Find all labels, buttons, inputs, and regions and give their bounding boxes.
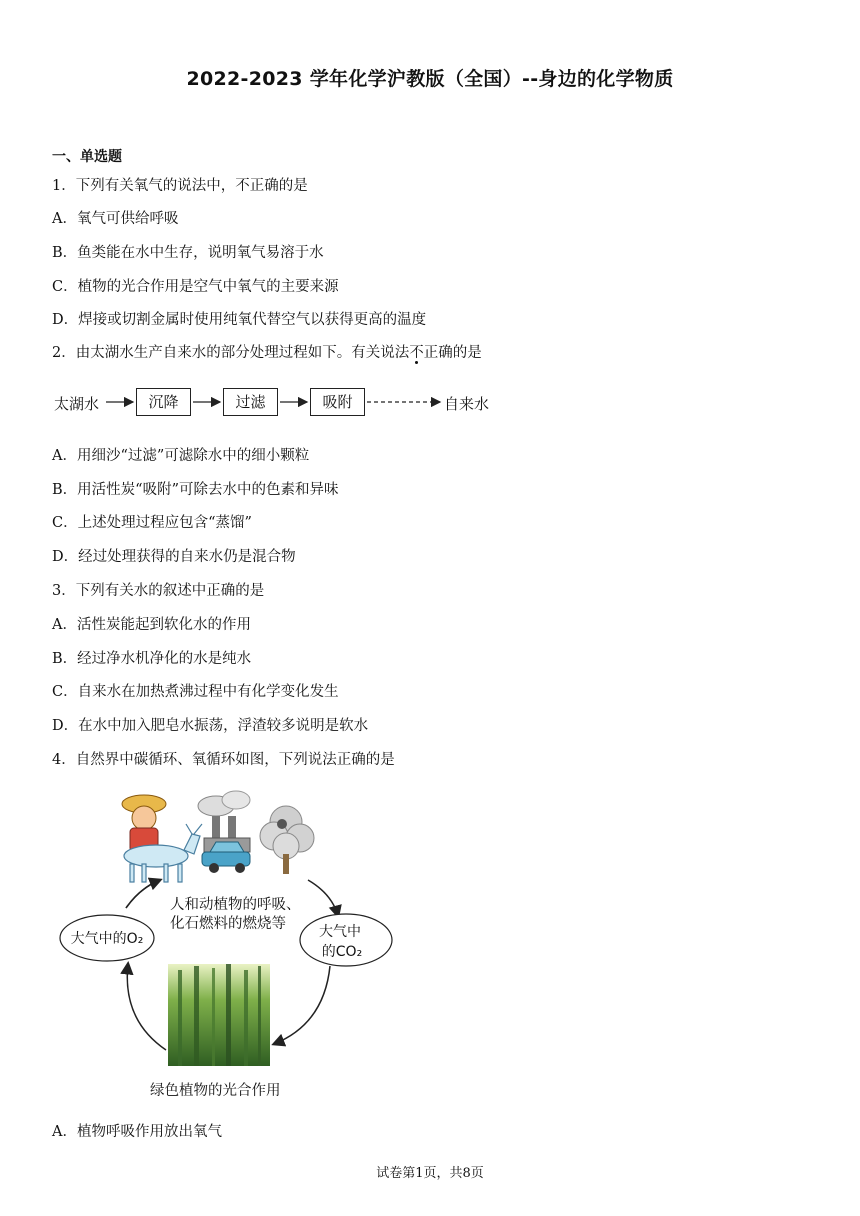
question-2-option-b: B．用活性炭“吸附”可除去水中的色素和异味 xyxy=(52,482,339,498)
question-2-stem-pre: 2．由太湖水生产自来水的部分处理过程如下。有关说法 xyxy=(52,345,410,361)
water-treatment-flowchart xyxy=(54,385,514,421)
question-3-option-a: A．活性炭能起到软化水的作用 xyxy=(52,617,251,633)
atmospheric-o2-label: 大气中的O₂ xyxy=(70,931,144,947)
page-footer: 试卷第1页，共8页 xyxy=(376,1166,484,1181)
flow-end-label: 自来水 xyxy=(444,395,490,413)
flow-step-settling: 沉降 xyxy=(136,388,191,416)
diagram-top-caption-line1: 人和动植物的呼吸、 xyxy=(170,897,301,913)
question-3-option-c: C．自来水在加热煮沸过程中有化学变化发生 xyxy=(52,684,339,700)
question-1-option-b: B．鱼类能在水中生存，说明氧气易溶于水 xyxy=(52,245,324,261)
arrow-co2-to-plants xyxy=(274,966,330,1044)
question-3-option-d: D．在水中加入肥皂水振荡，浮渣较多说明是软水 xyxy=(52,718,369,734)
question-1-stem: 1．下列有关氧气的说法中，不正确的是 xyxy=(52,178,308,194)
atmospheric-co2-label-line2: 的CO₂ xyxy=(321,944,363,960)
question-2-option-c: C．上述处理过程应包含“蒸馏” xyxy=(52,515,252,531)
question-2-stem-post: 正确的是 xyxy=(423,345,482,361)
question-1-option-d: D．焊接或切割金属时使用纯氧代替空气以获得更高的温度 xyxy=(52,312,427,328)
arrow-o2-to-top xyxy=(126,880,160,908)
question-2-stem xyxy=(52,341,482,362)
emphasis-mark: 不 xyxy=(409,345,424,361)
arrow-top-to-co2 xyxy=(308,880,338,916)
carbon-oxygen-cycle-diagram xyxy=(56,784,406,1104)
smoke-cloud-illustration xyxy=(260,806,314,874)
question-3-option-b: B．经过净水机净化的水是纯水 xyxy=(52,651,252,667)
flow-start-label: 太湖水 xyxy=(54,395,100,413)
question-2-option-a: A．用细沙“过滤”可滤除水中的细小颗粒 xyxy=(52,448,310,464)
question-1-option-c: C．植物的光合作用是空气中氧气的主要来源 xyxy=(52,279,339,295)
question-4-option-a: A．植物呼吸作用放出氧气 xyxy=(52,1124,222,1140)
atmospheric-co2-label-line1: 大气中 xyxy=(319,924,361,940)
flow-step-filtration: 过滤 xyxy=(223,388,278,416)
question-3-stem: 3．下列有关水的叙述中正确的是 xyxy=(52,583,265,599)
arrow-person-to-o2-start xyxy=(126,880,160,908)
page-title: 2022-2023 学年化学沪教版（全国）--身边的化学物质 xyxy=(186,68,674,90)
arrow-plants-to-o2 xyxy=(127,964,166,1050)
question-2-option-d: D．经过处理获得的自来水仍是混合物 xyxy=(52,549,296,565)
section-heading: 一、单选题 xyxy=(52,149,122,165)
flow-step-adsorption: 吸附 xyxy=(310,388,365,416)
diagram-bottom-caption: 绿色植物的光合作用 xyxy=(150,1083,281,1099)
question-4-stem: 4．自然界中碳循环、氧循环如图，下列说法正确的是 xyxy=(52,752,395,768)
forest-photo xyxy=(168,964,270,1066)
question-1-option-a: A．氧气可供给呼吸 xyxy=(52,211,179,227)
diagram-top-caption-line2: 化石燃料的燃烧等 xyxy=(170,916,286,932)
